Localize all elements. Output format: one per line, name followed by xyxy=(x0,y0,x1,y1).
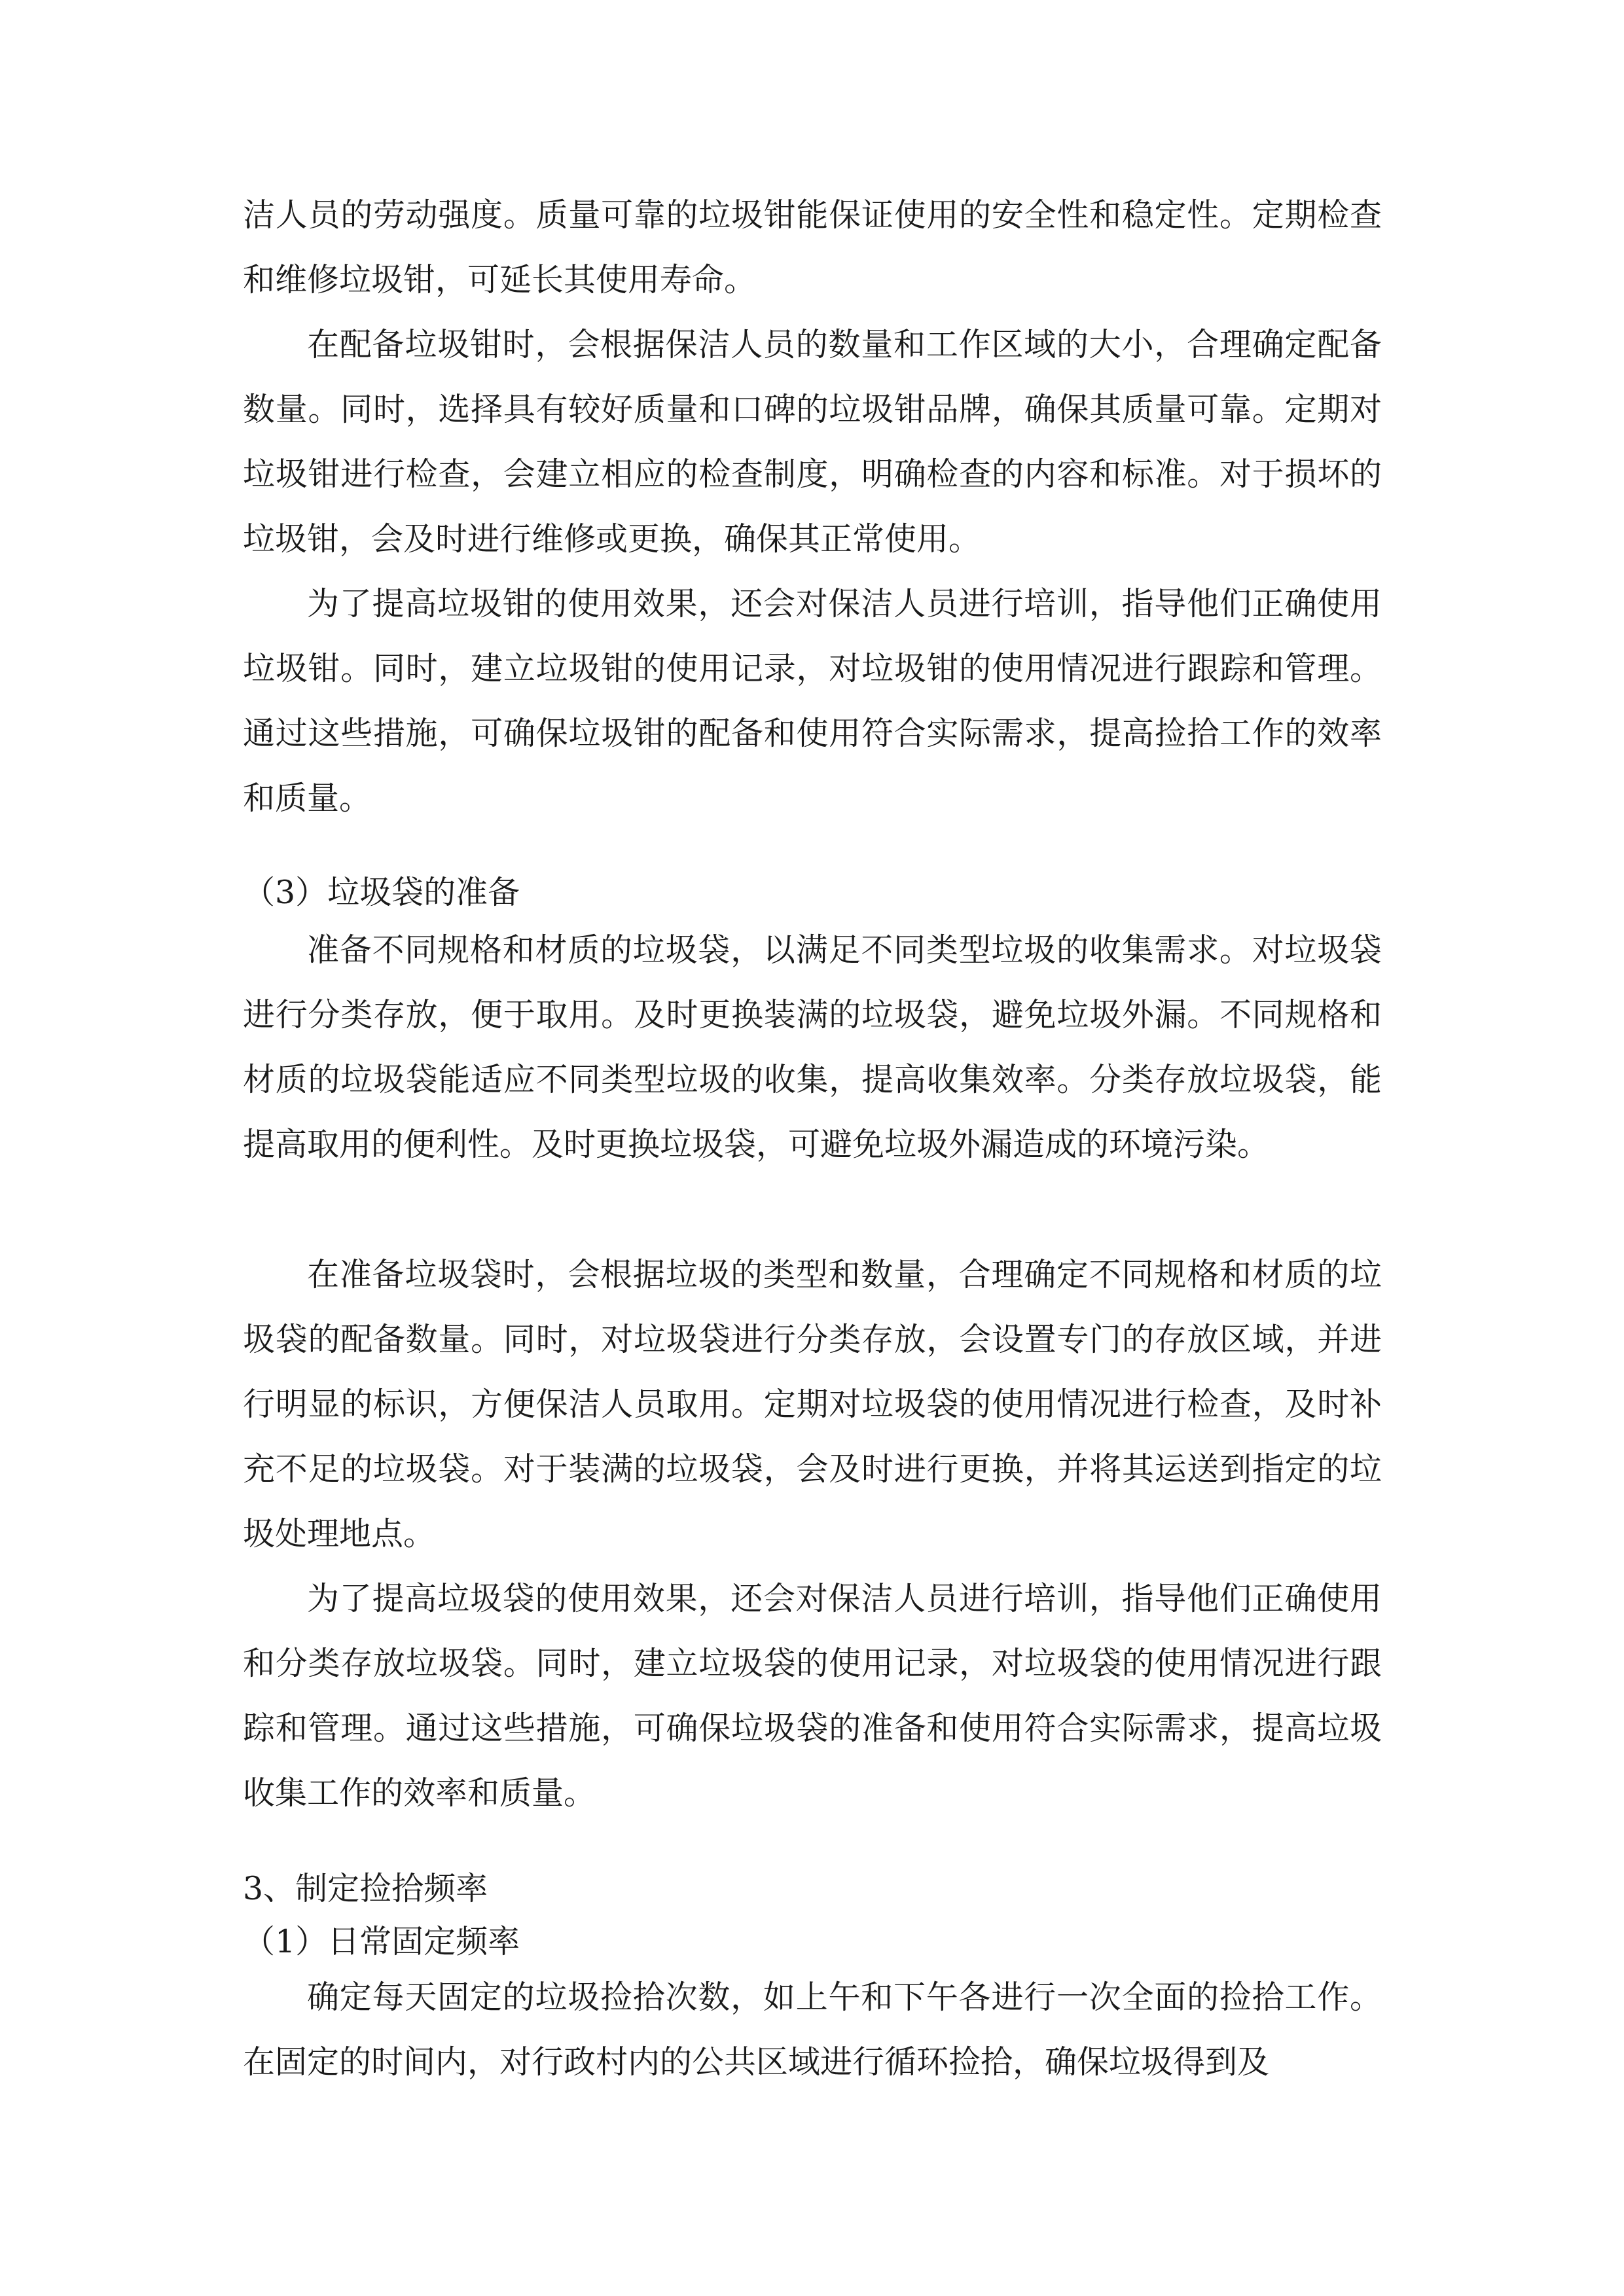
paragraph-pliers-allocation: 在配备垃圾钳时，会根据保洁人员的数量和工作区域的大小，合理确定配备数量。同时，选择具有较好质量和口碑的垃圾钳品牌，确保其质量可靠。定期对垃圾钳进行检查，会建立相应的检查制度，明确检查的内容和标准。对于损坏的垃圾钳，会及时进行维修或更换，确保其正常使用。 xyxy=(243,326,1382,558)
paragraph-bags-training: 为了提高垃圾袋的使用效果，还会对保洁人员进行培训，指导他们正确使用和分类存放垃圾袋。同时，建立垃圾袋的使用记录，对垃圾袋的使用情况进行跟踪和管理。通过这些措施，可确保垃圾袋的准备和使用符合实际需求，提高垃圾收集工作的效率和质量。 xyxy=(243,1580,1382,1812)
paragraph-pliers-training: 为了提高垃圾钳的使用效果，还会对保洁人员进行培训，指导他们正确使用垃圾钳。同时，建立垃圾钳的使用记录，对垃圾钳的使用情况进行跟踪和管理。通过这些措施，可确保垃圾钳的配备和使用符合实际需求，提高捡拾工作的效率和质量。 xyxy=(243,585,1382,817)
paragraph-bags-allocation: 在准备垃圾袋时，会根据垃圾的类型和数量，合理确定不同规格和材质的垃圾袋的配备数量。同时，对垃圾袋进行分类存放，会设置专门的存放区域，并进行明显的标识，方便保洁人员取用。定期对垃圾袋的使用情况进行检查，及时补充不足的垃圾袋。对于装满的垃圾袋，会及时进行更换，并将其运送到指定的垃圾处理地点。 xyxy=(243,1256,1382,1552)
section-heading-pickup-frequency: 3、制定捡拾频率 xyxy=(243,1870,488,1907)
paragraph-bags-preparation: 准备不同规格和材质的垃圾袋，以满足不同类型垃圾的收集需求。对垃圾袋进行分类存放，便于取用。及时更换装满的垃圾袋，避免垃圾外漏。不同规格和材质的垃圾袋能适应不同类型垃圾的收集，提高收集效率。分类存放垃圾袋，能提高取用的便利性。及时更换垃圾袋，可避免垃圾外漏造成的环境污染。 xyxy=(243,931,1382,1163)
paragraph-continuation: 洁人员的劳动强度。质量可靠的垃圾钳能保证使用的安全性和稳定性。定期检查和维修垃圾钳，可延长其使用寿命。 xyxy=(243,196,1382,298)
paragraph-daily-frequency: 确定每天固定的垃圾捡拾次数，如上午和下午各进行一次全面的捡拾工作。在固定的时间内，对行政村内的公共区域进行循环捡拾，确保垃圾得到及 xyxy=(243,1979,1382,2081)
subheading-daily-frequency: （1）日常固定频率 xyxy=(243,1923,520,1960)
subheading-garbage-bags: （3）垃圾袋的准备 xyxy=(243,874,520,911)
